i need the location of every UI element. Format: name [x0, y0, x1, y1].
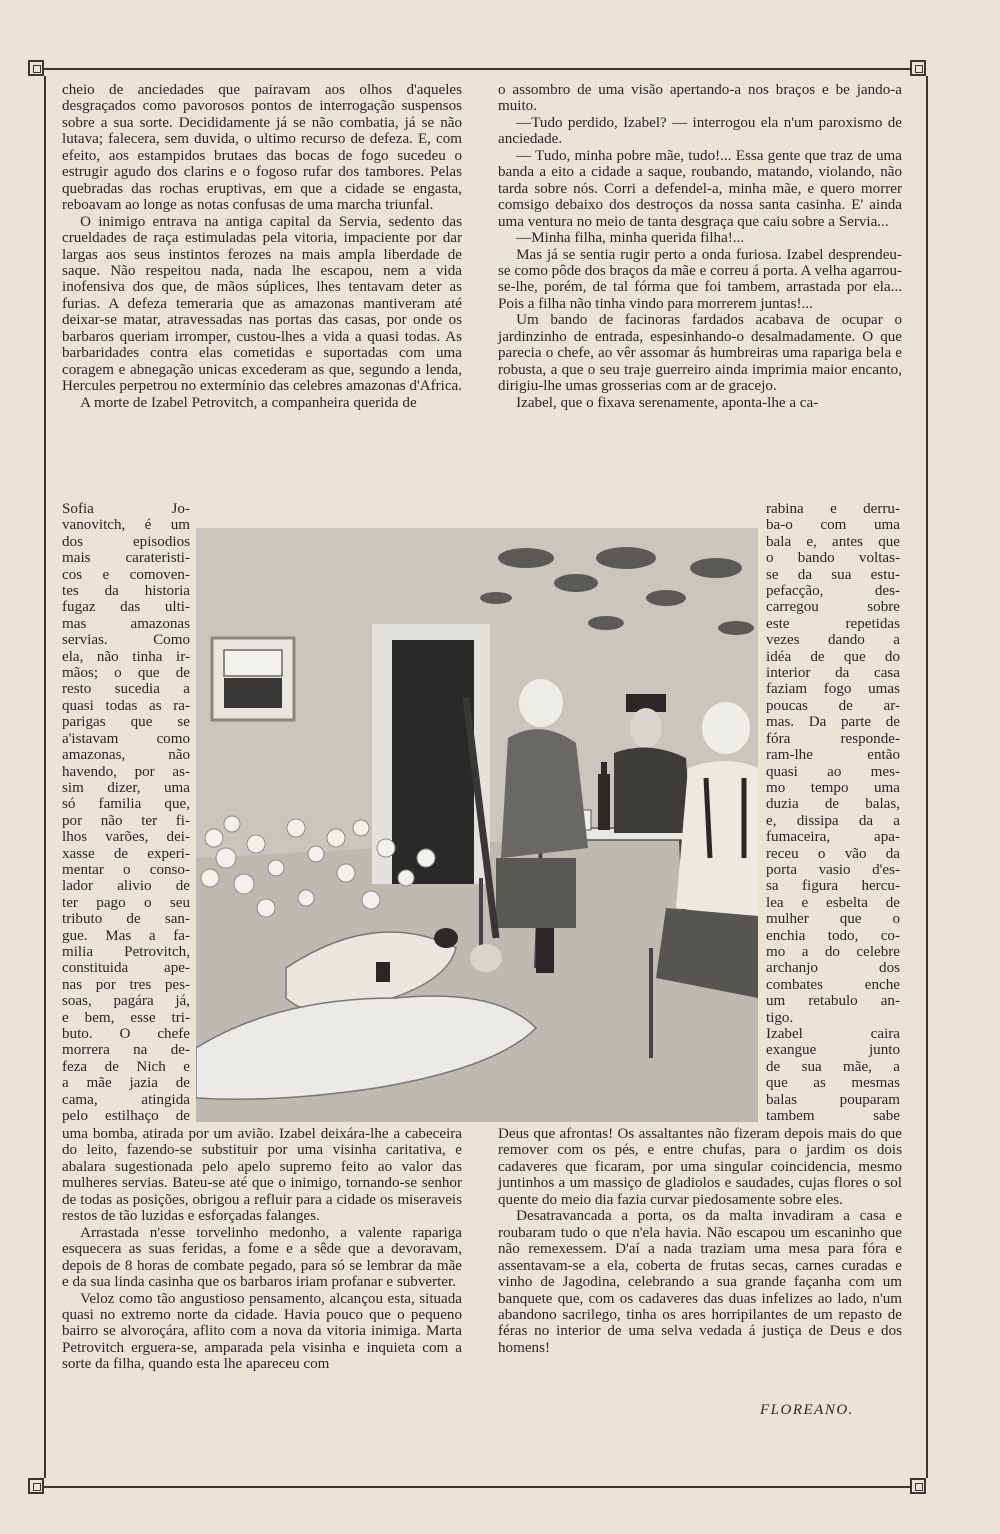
wrap-line: bala e, antes que [766, 533, 900, 550]
frame-corner-ornament [910, 1478, 926, 1494]
wrap-line: xasse de experi- [62, 845, 190, 862]
wrap-line: de sua mãe, a [766, 1058, 900, 1075]
frame-right [926, 76, 928, 1478]
paragraph: Izabel, que o fixava serenamente, aponta-lhe a ca- [516, 394, 819, 411]
right-column-bottom [498, 1126, 902, 1356]
paragraph: A morte de Izabel Petrovitch, a companheira querida de [80, 394, 417, 411]
wrap-line: quasi ao mes- [766, 763, 900, 780]
wrap-line: nas por tres pes- [62, 976, 190, 993]
wrap-line: gue. Mas a fa- [62, 927, 190, 944]
wrap-line: a'istavam como [62, 730, 190, 747]
frame-corner-ornament [28, 1478, 44, 1494]
wrap-line: fumaceira, apa- [766, 829, 900, 846]
paragraph: — Tudo, minha pobre mãe, tudo!... Essa gente que traz de uma banda a eito a cidade a saque, roubando, matando, violando, não tarda sobre nós. Corri a defendel-a, minha mãe, e quero morrer comsigo debaixo dos destroços da nossa santa casinha. E' ainda uma ventura no meio de tanta desgraça que caiu sobre a Servia... [498, 147, 902, 230]
author-signature: FLOREANO. [760, 1402, 854, 1418]
wrap-line: cos e comoven- [62, 566, 190, 583]
wrap-line: Izabel caira [766, 1026, 900, 1042]
wrap-line: sim dizer, uma [62, 779, 190, 796]
wrap-line: tambem sabe [766, 1108, 900, 1125]
paragraph: o assombro de uma visão apertando-a nos braços e be jando-a muito. [498, 82, 902, 115]
wrap-line: tigo. [766, 1009, 794, 1026]
wrap-line: parigas que se [62, 714, 190, 731]
right-column-wrap [766, 501, 900, 1124]
wrap-line: só familia que, [62, 796, 190, 813]
wrap-line: ela, não tinha ir- [62, 648, 190, 665]
left-column-top [62, 82, 462, 411]
wrap-line: fóra responde- [766, 730, 900, 747]
wrap-line: poucas de ar- [766, 697, 900, 714]
wrap-line: quasi todas as ra- [62, 697, 190, 714]
wrap-line: feza de Nich e [62, 1058, 190, 1075]
paragraph: Desatravancada a porta, os da malta invadiram a casa e roubaram tudo o que n'ela havia. Não escapou um escaninho que não remexessem. D'aí a nada traziam uma mesa para fóra e assentavam-se a ela, coberta de frutas secas, carnes curadas e vinho de Jagodina, celebrando a sua grande façanha com um banquete que, com os cadaveres das duas infelizes ao lado, n'um abandono sacrilego, tinha os ares horripilantes de um repasto de féras no interior de uma selva vedada á justiça de Deus e dos homens! [498, 1208, 902, 1356]
frame-left [44, 76, 46, 1478]
paragraph: uma bomba, atirada por um avião. Izabel deixára-lhe a cabeceira do leito, fazendo-se substituir por uma visinha caritativa, e abalara sugestionada pelo apelo supremo feito ao valor das mulheres servias. Bateu-se até que o inimigo, tornando-se senhor de todas as posições, obrigou a refluir para a cidade os miseraveis restos de tão luzidas e esforçadas falanges. [62, 1126, 462, 1225]
wrap-line: por não ter fi- [62, 812, 190, 829]
illustration-soldiers-feast [196, 528, 758, 1122]
wrap-line: mas amazonas [62, 615, 190, 632]
wrap-line: que as mesmas [766, 1075, 900, 1092]
wrap-line: se da sua estu- [766, 566, 900, 583]
wrap-line: ram-lhe então [766, 747, 900, 764]
wrap-line: o bando voltas- [766, 550, 900, 567]
wrap-line: pefacção, des- [766, 583, 900, 600]
wrap-line: havendo, por as- [62, 763, 190, 780]
wrap-line: cama, atingida [62, 1091, 190, 1108]
wrap-line: lador alivio de [62, 878, 190, 895]
wrap-line: mo tempo uma [766, 779, 900, 796]
paragraph: Arrastada n'esse torvelinho medonho, a valente rapariga esquecera as suas feridas, a fome e a sêde que a devoravam, depois de 8 horas de combate pegado, para só se lembrar da mãe e da sua linda casinha que os barbaros iriam profanar e subverter. [62, 1224, 462, 1291]
wrap-line: lea e esbelta de [766, 894, 900, 911]
wrap-line: vezes dando a [766, 632, 900, 649]
wrap-line: lhos varões, dei- [62, 829, 190, 846]
wrap-line: buto. O chefe [62, 1026, 190, 1042]
wrap-line: fugaz das ulti- [62, 599, 190, 616]
right-column-top [498, 82, 902, 411]
paragraph: Um bando de facinoras fardados acabava de ocupar o jardinzinho de entrada, espesinhando-o desalmadamente. O que parecia o chefe, ao vêr assomar ás humbreiras uma rapariga bela e robusta, a que o seu traje guerreiro ainda imprimia maior encanto, dirigiu-lhe umas grosserias com ar de gracejo. [498, 312, 902, 395]
wrap-line: rabina e derru- [766, 501, 900, 517]
wrap-line: mas. Da parte de [766, 714, 900, 731]
paragraph: Mas já se sentia rugir perto a onda furiosa. Izabel desprendeu-se como pôde dos braços da mãe e correu á porta. A velha agarrou-se-lhe, porém, de tal fórma que foi tambem, arrastada por ela... Pois a filha não tinha vindo para morrerem juntas!... [498, 246, 903, 312]
wrap-line: receu o vão da [766, 845, 900, 862]
wrap-line: este repetidas [766, 615, 900, 632]
wrap-line: Sofia Jo- [62, 501, 190, 517]
wrap-line: soas, pagára já, [62, 993, 190, 1010]
paragraph: O inimigo entrava na antiga capital da Servia, sedento das crueldades de raça estimuladas pela vitoria, impaciente por dar largas aos seus instintos ferozes na mais ampla liberdade de saque. Não respeitou nada, nada lhe escapou, nem a vida inofensiva dos que, de mãos súplices, lhes tentavam deter as furias. A defeza temeraria que as amazonas mantiveram até deixar-se matar, atravessadas nas portas das casas, por onde os barbaros queriam irromper, custou-lhes a vida a quasi todas. As barbaridades contra elas cometidas e suportadas com uma coragem e abnegação unicas excederam as que, segundo a lenda, Hercules perpetrou no extermínio das celebres amazonas d'Africa. [62, 213, 463, 395]
wrap-line: tes da historia [62, 583, 190, 600]
frame-corner-ornament [28, 60, 44, 76]
wrap-line: e bem, esse tri- [62, 1009, 190, 1026]
left-column-bottom [62, 1126, 462, 1373]
paragraph: Veloz como tão angustioso pensamento, alcançou esta, situada quasi no extremo norte da cidade. Havia pouco que o pequeno bairro se alvoroçára, aflito com a nova da vitoria inimiga. Marta Petrovitch erguera-se, amparada pela visinha e inquieta com a sorte da filha, quando esta lhe apareceu com [62, 1290, 462, 1373]
wrap-line: enchia todo, co- [766, 927, 900, 944]
wrap-line: ter pago o seu [62, 894, 190, 911]
wrap-line: combates enche [766, 976, 900, 993]
wrap-line: constituida ape- [62, 960, 190, 977]
wrap-line: ba-o com uma [766, 517, 900, 534]
left-column-wrap [62, 501, 190, 1124]
wrap-line: mo a do celebre [766, 943, 900, 960]
wrap-line: mulher que o [766, 911, 900, 928]
wrap-line: um retabulo an- [766, 993, 900, 1010]
paragraph: —Minha filha, minha querida filha!... [516, 230, 745, 247]
wrap-line: mais carateristi- [62, 550, 190, 567]
paragraph: Deus que afrontas! Os assaltantes não fizeram depois mais do que remover com os pés, e entre chufas, para o jardim os dois cadaveres que ficaram, por uma singular coincidencia, mesmo juntinhos a um massiço de gladiolos e saudades, cujas flores o sol quente do meio dia fazia curvar piedosamente sobre eles. [498, 1126, 902, 1208]
wrap-line: porta vasio d'es- [766, 861, 900, 878]
wrap-line: duzia de balas, [766, 796, 900, 813]
wrap-line: e, dissipa da a [766, 812, 900, 829]
wrap-line: morrera na de- [62, 1042, 190, 1059]
wrap-line: faziam fogo umas [766, 681, 900, 698]
wrap-line: exangue junto [766, 1042, 900, 1059]
wrap-line: interior da casa [766, 665, 900, 682]
frame-bottom [36, 1486, 918, 1488]
wrap-line: idéa de que do [766, 648, 900, 665]
wrap-line: sa figura hercu- [766, 878, 900, 895]
wrap-line: a mãe jazia de [62, 1075, 190, 1092]
frame-corner-ornament [910, 60, 926, 76]
wrap-line: dos episodios [62, 533, 190, 550]
wrap-line: tributo de san- [62, 911, 190, 928]
wrap-line: amazonas, não [62, 747, 190, 764]
wrap-line: mentar o conso- [62, 861, 190, 878]
wrap-line: vanovitch, é um [62, 517, 190, 534]
wrap-line: milia Petrovitch, [62, 943, 190, 960]
wrap-line: resto sucedia a [62, 681, 190, 698]
wrap-line: mãos; o que de [62, 665, 190, 682]
illustration-scene-icon [196, 528, 758, 1122]
paragraph: cheio de anciedades que pairavam aos olhos d'aqueles desgraçados como pavorosos pontos de interrogação suspensos sobre a sua sorte. Decididamente já se não combatia, já se não lutava; falecera, sem duvida, o ultimo recurso de defeza. E, com efeito, aos estampidos brutaes das bocas de fogo sucedeu o estrugir agudo dos clarins e o fogoso rufar dos tambores. Pelas quebradas das rochas eruptivas, em que a cidade se engasta, reboavam ao longe as notas confusas de uma marcha triunfal. [62, 82, 462, 214]
wrap-line: servias. Como [62, 632, 190, 649]
wrap-line: carregou sobre [766, 599, 900, 616]
wrap-line: balas pouparam [766, 1091, 900, 1108]
frame-top [36, 68, 918, 70]
wrap-line: archanjo dos [766, 960, 900, 977]
wrap-line: pelo estilhaço de [62, 1108, 190, 1125]
paragraph: —Tudo perdido, Izabel? — interrogou ela n'um paroxismo de anciedade. [498, 114, 902, 148]
